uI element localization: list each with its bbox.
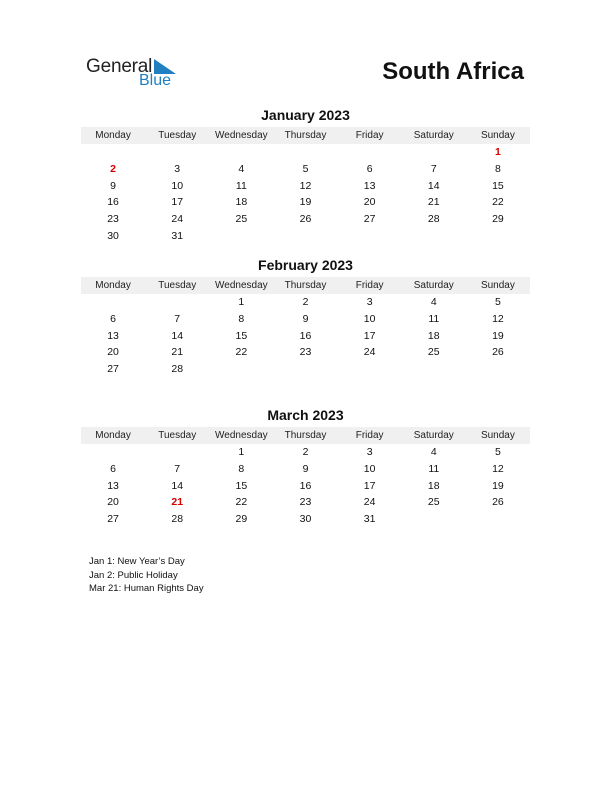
holiday-day-cell: 21: [171, 496, 184, 509]
month-calendar: [81, 255, 530, 394]
day-cell: 13: [107, 329, 119, 342]
day-cell: 26: [492, 496, 504, 509]
day-cell: 31: [171, 229, 184, 242]
day-cell: 20: [107, 346, 119, 359]
week-row: [81, 511, 530, 528]
day-cell: 3: [174, 163, 181, 176]
day-cell: 7: [174, 313, 181, 326]
day-cell: 6: [110, 313, 116, 326]
day-cell: 6: [110, 463, 116, 476]
day-cell: 5: [494, 446, 501, 459]
day-cell: 9: [302, 313, 309, 326]
week-row: [81, 344, 530, 361]
week-row: [81, 377, 530, 394]
day-cell: 19: [299, 196, 312, 209]
week-row: [81, 444, 530, 461]
weekday-label: Friday: [355, 430, 384, 441]
day-cell: 3: [366, 446, 373, 459]
day-cell: 6: [366, 163, 373, 176]
month-calendar: [81, 105, 530, 244]
holiday-day-cell: 1: [494, 146, 501, 159]
day-cell: 9: [110, 179, 116, 192]
day-cell: 12: [492, 463, 504, 476]
month-calendar: [81, 405, 530, 544]
day-cell: 28: [427, 213, 440, 226]
holiday-item: Mar 21: Human Rights Day: [89, 583, 204, 594]
day-cell: 2: [302, 446, 309, 459]
country-title: South Africa: [382, 58, 524, 85]
day-cell: 22: [235, 346, 248, 359]
day-cell: 17: [363, 329, 376, 342]
day-cell: 29: [235, 513, 248, 526]
day-cell: 4: [430, 296, 437, 309]
week-row: [81, 361, 530, 378]
month-title: March 2023: [267, 407, 344, 423]
brand-blue-text: Blue: [139, 72, 172, 89]
day-cell: 19: [492, 479, 504, 492]
day-cell: 15: [235, 329, 248, 342]
week-row: [81, 194, 530, 211]
weekday-label: Tuesday: [158, 430, 197, 441]
day-cell: 23: [299, 496, 312, 509]
day-cell: 23: [107, 213, 119, 226]
day-cell: 4: [430, 446, 437, 459]
holiday-day-cell: 2: [110, 163, 116, 176]
day-cell: 9: [302, 463, 309, 476]
day-cell: 5: [494, 296, 501, 309]
day-cell: 8: [238, 313, 245, 326]
day-cell: 20: [107, 496, 119, 509]
day-cell: 31: [363, 513, 376, 526]
day-cell: 13: [107, 479, 119, 492]
week-row: [81, 161, 530, 178]
day-cell: 14: [171, 329, 184, 342]
day-cell: 26: [299, 213, 312, 226]
day-cell: 27: [107, 513, 119, 526]
week-row: [81, 477, 530, 494]
day-cell: 24: [363, 346, 376, 359]
week-row: [81, 311, 530, 328]
day-cell: 27: [363, 213, 376, 226]
day-cell: 5: [302, 163, 309, 176]
day-cell: 17: [171, 196, 184, 209]
holiday-item: Jan 1: New Year’s Day: [89, 556, 185, 567]
day-cell: 11: [428, 313, 440, 326]
month-title: February 2023: [258, 257, 353, 273]
day-cell: 8: [494, 163, 501, 176]
weekday-header-row: [81, 127, 530, 144]
day-cell: 8: [238, 463, 245, 476]
weekday-label: Thursday: [284, 430, 327, 441]
day-cell: 22: [235, 496, 248, 509]
day-cell: 15: [235, 479, 248, 492]
week-row: [81, 177, 530, 194]
day-cell: 25: [235, 213, 248, 226]
day-cell: 10: [363, 313, 376, 326]
day-cell: 27: [107, 363, 119, 376]
day-cell: 22: [492, 196, 504, 209]
day-cell: 10: [363, 463, 376, 476]
weekday-label: Saturday: [413, 130, 454, 141]
brand-general-text: General: [86, 56, 153, 77]
holiday-list: [89, 555, 204, 596]
day-cell: 24: [363, 496, 376, 509]
weekday-label: Friday: [355, 280, 384, 291]
day-cell: 15: [492, 179, 504, 192]
day-cell: 26: [492, 346, 504, 359]
week-row: [81, 211, 530, 228]
day-cell: 2: [302, 296, 309, 309]
day-cell: 16: [299, 479, 312, 492]
weekday-label: Friday: [355, 130, 384, 141]
day-cell: 13: [363, 179, 376, 192]
day-cell: 1: [238, 446, 245, 459]
weekday-label: Monday: [95, 430, 131, 441]
day-cell: 18: [427, 479, 440, 492]
weekday-label: Tuesday: [158, 280, 197, 291]
day-cell: 28: [171, 363, 184, 376]
weekday-label: Thursday: [284, 280, 327, 291]
day-cell: 28: [171, 513, 184, 526]
weekday-label: Sunday: [480, 430, 515, 441]
week-row: [81, 461, 530, 478]
week-row: [81, 494, 530, 511]
week-row: [81, 227, 530, 244]
day-cell: 7: [430, 163, 437, 176]
day-cell: 14: [171, 479, 184, 492]
weekday-label: Tuesday: [158, 130, 197, 141]
weekday-label: Wednesday: [215, 280, 268, 291]
day-cell: 24: [171, 213, 184, 226]
day-cell: 11: [235, 179, 247, 192]
weekday-label: Monday: [95, 280, 131, 291]
day-cell: 17: [363, 479, 376, 492]
week-row: [81, 527, 530, 544]
day-cell: 18: [235, 196, 248, 209]
day-cell: 16: [107, 196, 119, 209]
weekday-label: Saturday: [413, 280, 454, 291]
day-cell: 4: [238, 163, 245, 176]
day-cell: 21: [427, 196, 440, 209]
day-cell: 25: [427, 346, 440, 359]
day-cell: 19: [492, 329, 504, 342]
day-cell: 10: [171, 179, 184, 192]
day-cell: 30: [299, 513, 312, 526]
month-title: January 2023: [261, 107, 350, 123]
week-row: [81, 294, 530, 311]
day-cell: 18: [427, 329, 440, 342]
day-cell: 20: [363, 196, 376, 209]
weekday-label: Wednesday: [215, 430, 268, 441]
day-cell: 7: [174, 463, 181, 476]
weekday-header-row: [81, 427, 530, 444]
day-cell: 1: [238, 296, 245, 309]
day-cell: 30: [107, 229, 119, 242]
day-cell: 21: [171, 346, 184, 359]
day-cell: 29: [492, 213, 504, 226]
weekday-label: Sunday: [480, 280, 515, 291]
weekday-label: Wednesday: [215, 130, 268, 141]
day-cell: 12: [299, 179, 312, 192]
weekday-label: Sunday: [480, 130, 515, 141]
weekday-label: Thursday: [284, 130, 327, 141]
week-row: [81, 327, 530, 344]
weekday-label: Saturday: [413, 430, 454, 441]
day-cell: 25: [427, 496, 440, 509]
holiday-item: Jan 2: Public Holiday: [89, 569, 178, 581]
day-cell: 3: [366, 296, 373, 309]
day-cell: 16: [299, 329, 312, 342]
weekday-label: Monday: [95, 130, 131, 141]
week-row: [81, 144, 530, 161]
day-cell: 14: [427, 179, 440, 192]
day-cell: 23: [299, 346, 312, 359]
weekday-header-row: [81, 277, 530, 294]
day-cell: 11: [428, 463, 440, 476]
day-cell: 12: [492, 313, 504, 326]
brand-logo: [86, 56, 186, 92]
